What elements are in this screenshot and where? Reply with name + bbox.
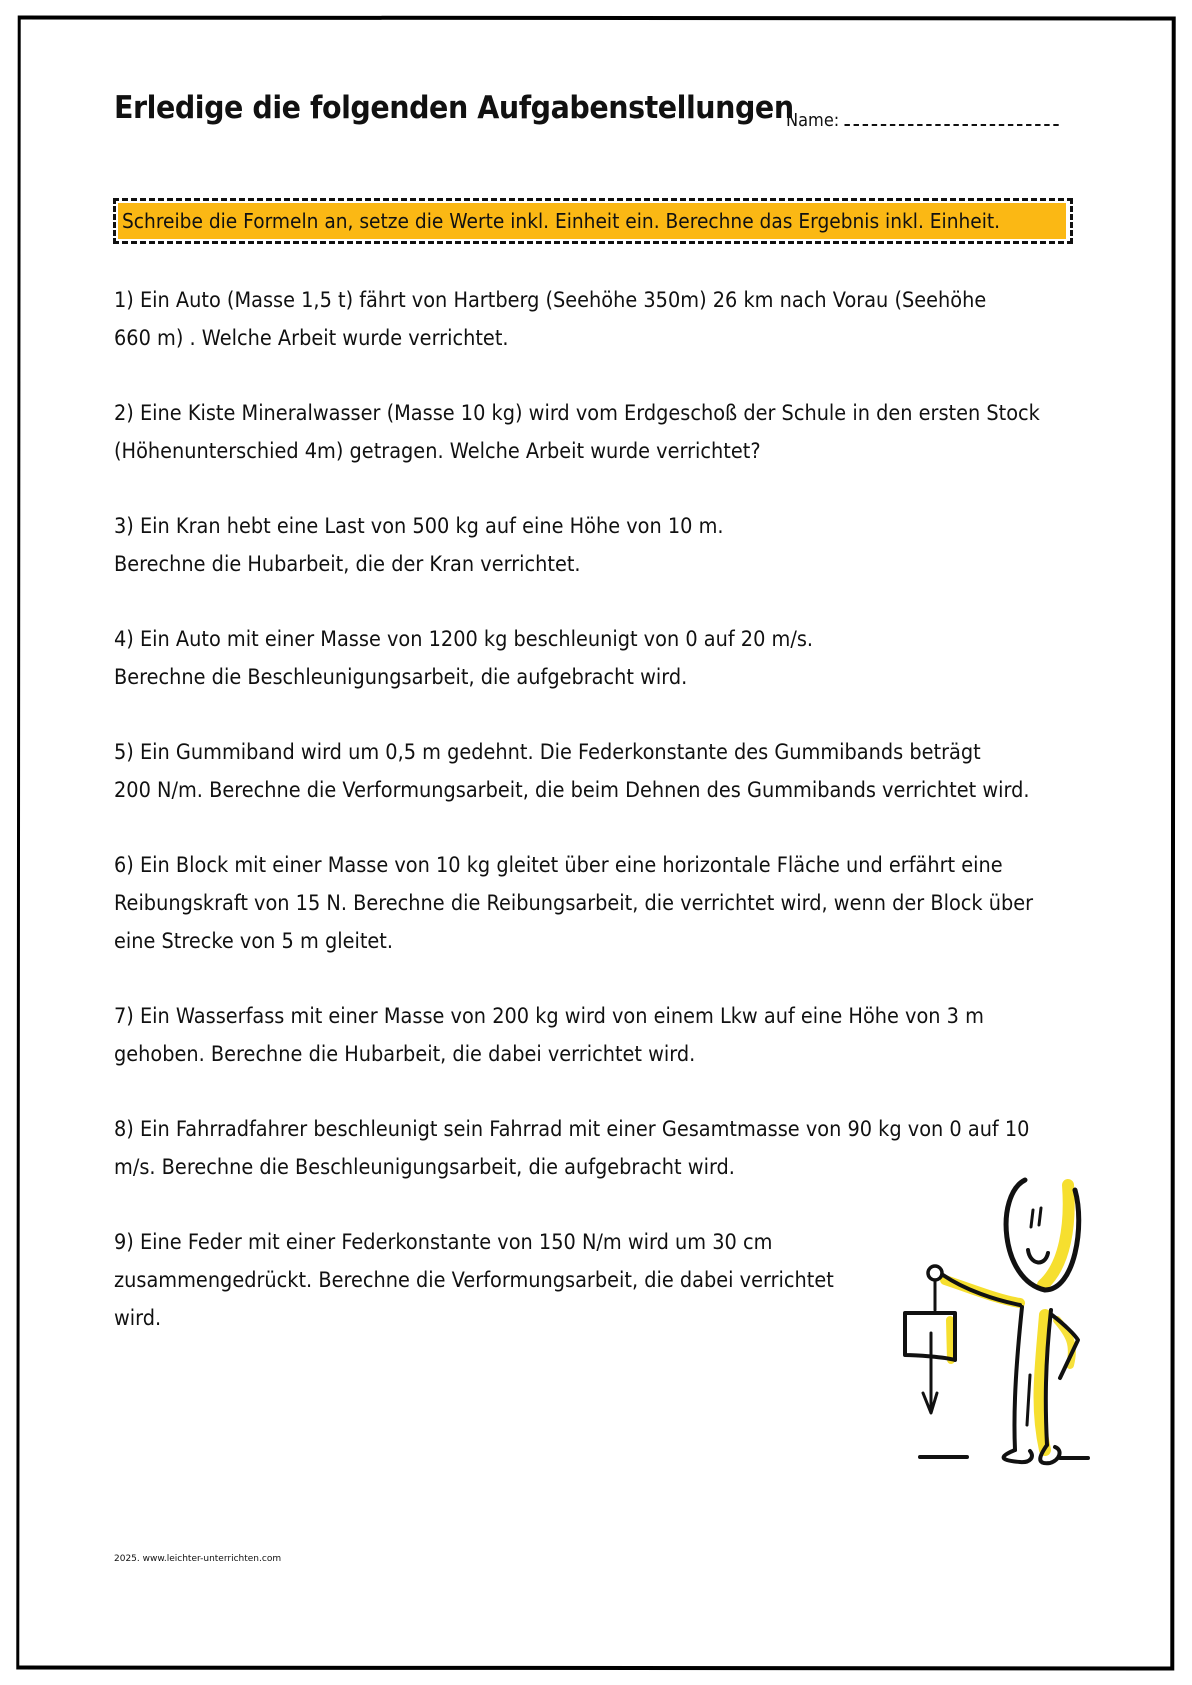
task-4 xyxy=(114,620,997,696)
instruction-highlight xyxy=(118,203,1066,239)
task-line: 4) Ein Auto mit einer Masse von 1200 kg beschleunigt von 0 auf 20 m/s. xyxy=(114,627,814,651)
task-7 xyxy=(114,997,997,1073)
task-line: wird. xyxy=(114,1306,162,1330)
task-line: m/s. Berechne die Beschleunigungsarbeit, die aufgebracht wird. xyxy=(114,1155,735,1179)
page-title: Erledige die folgenden Aufgabenstellungen xyxy=(114,90,794,126)
task-line: 3) Ein Kran hebt eine Last von 500 kg auf eine Höhe von 10 m. xyxy=(114,514,724,538)
instruction-text: Schreibe die Formeln an, setze die Werte inkl. Einheit ein. Berechne das Ergebnis inkl. Einheit. xyxy=(122,209,1001,233)
task-line: 6) Ein Block mit einer Masse von 10 kg gleitet über eine horizontale Fläche und erfährt eine xyxy=(114,853,1003,877)
task-line: 8) Ein Fahrradfahrer beschleunigt sein Fahrrad mit einer Gesamtmasse von 90 kg von 0 auf 10 xyxy=(114,1117,1030,1141)
task-line: 2) Eine Kiste Mineralwasser (Masse 10 kg) wird vom Erdgeschoß der Schule in den ersten Stock xyxy=(114,401,1040,425)
task-line: zusammengedrückt. Berechne die Verformungsarbeit, die dabei verrichtet xyxy=(114,1268,834,1292)
instruction-box xyxy=(113,198,1073,244)
task-5 xyxy=(114,733,1030,809)
task-9 xyxy=(114,1223,997,1337)
task-1 xyxy=(114,281,997,357)
task-line: 1) Ein Auto (Masse 1,5 t) fährt von Hartberg (Seehöhe 350m) 26 km nach Vorau (Seehöhe xyxy=(114,288,987,312)
task-line: 200 N/m. Berechne die Verformungsarbeit, die beim Dehnen des Gummibands verrichtet wird. xyxy=(114,778,1030,802)
task-line: gehoben. Berechne die Hubarbeit, die dabei verrichtet wird. xyxy=(114,1042,696,1066)
task-line: 5) Ein Gummiband wird um 0,5 m gedehnt. Die Federkonstante des Gummibands beträgt xyxy=(114,740,981,764)
stick-figure-holding-weight-icon xyxy=(885,1165,1095,1475)
task-line: eine Strecke von 5 m gleitet. xyxy=(114,929,394,953)
task-line: (Höhenunterschied 4m) getragen. Welche Arbeit wurde verrichtet? xyxy=(114,439,761,463)
task-line: Berechne die Hubarbeit, die der Kran verrichtet. xyxy=(114,552,581,576)
task-6 xyxy=(114,846,1034,960)
footer-copyright: 2025. www.leichter-unterrichten.com xyxy=(114,1554,282,1564)
name-field[interactable] xyxy=(786,110,1059,131)
task-8 xyxy=(114,1110,1030,1186)
task-3 xyxy=(114,507,997,583)
task-line: 660 m) . Welche Arbeit wurde verrichtet. xyxy=(114,326,509,350)
task-line: 9) Eine Feder mit einer Federkonstante von 150 N/m wird um 30 cm xyxy=(114,1230,773,1254)
task-line: 7) Ein Wasserfass mit einer Masse von 200 kg wird von einem Lkw auf eine Höhe von 3 m xyxy=(114,1004,984,1028)
task-line: Berechne die Beschleunigungsarbeit, die aufgebracht wird. xyxy=(114,665,688,689)
name-label: Name: xyxy=(786,110,840,131)
name-blank-line[interactable] xyxy=(845,110,1059,126)
task-line: Reibungskraft von 15 N. Berechne die Reibungsarbeit, die verrichtet wird, wenn der Block über xyxy=(114,891,1034,915)
task-2 xyxy=(114,394,1040,470)
